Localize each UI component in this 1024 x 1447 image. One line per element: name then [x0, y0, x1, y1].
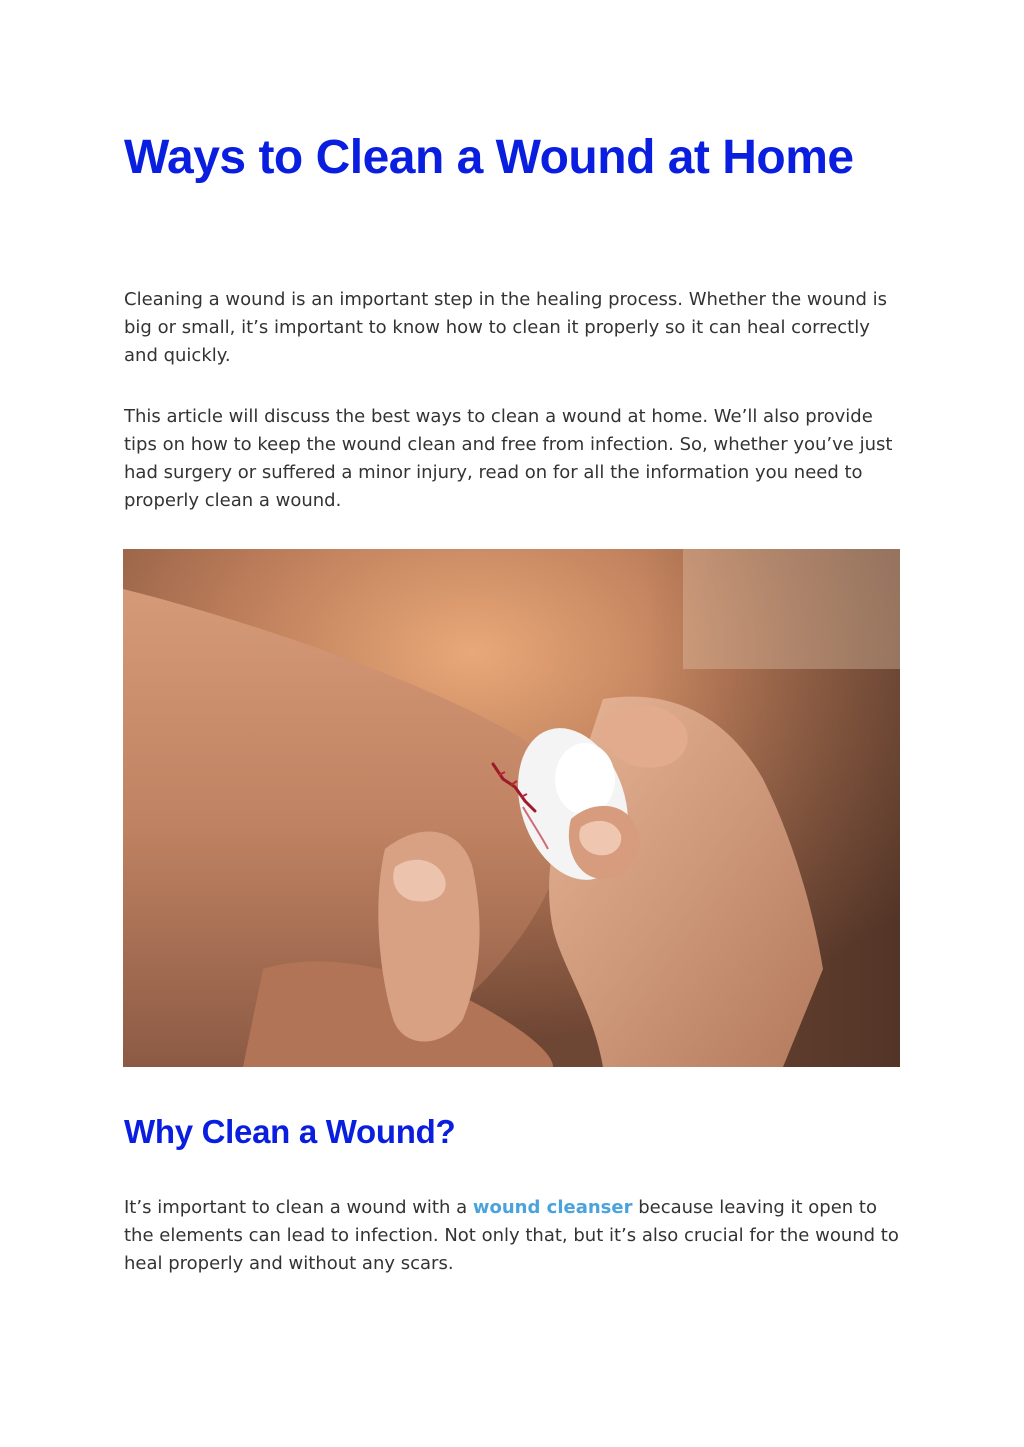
section-heading: Why Clean a Wound? [124, 1113, 456, 1150]
section-text-before: It’s important to clean a wound with a [124, 1197, 473, 1218]
article-title: Ways to Clean a Wound at Home [124, 131, 854, 184]
section-paragraph [124, 1194, 904, 1278]
wound-cleanser-link[interactable]: wound cleanser [472, 1197, 633, 1218]
intro-paragraph-1: Cleaning a wound is an important step in the healing process. Whether the wound is big or small, it’s important to know how to clean it properly so it can heal correctly and quickly. [124, 289, 888, 366]
wound-cleaning-photo [123, 549, 900, 1067]
intro-paragraph-2: This article will discuss the best ways to clean a wound at home. We’ll also provide tips on how to keep the wound clean and free from infection. So, whether you’ve just had surgery or suffered a minor injury, read on for all the information you need to properly clean a wound. [124, 406, 893, 511]
section-text-after: because leaving it open to the elements can lead to infection. Not only that, but it’s also crucial for the wound to heal properly and without any scars. [124, 1197, 899, 1274]
